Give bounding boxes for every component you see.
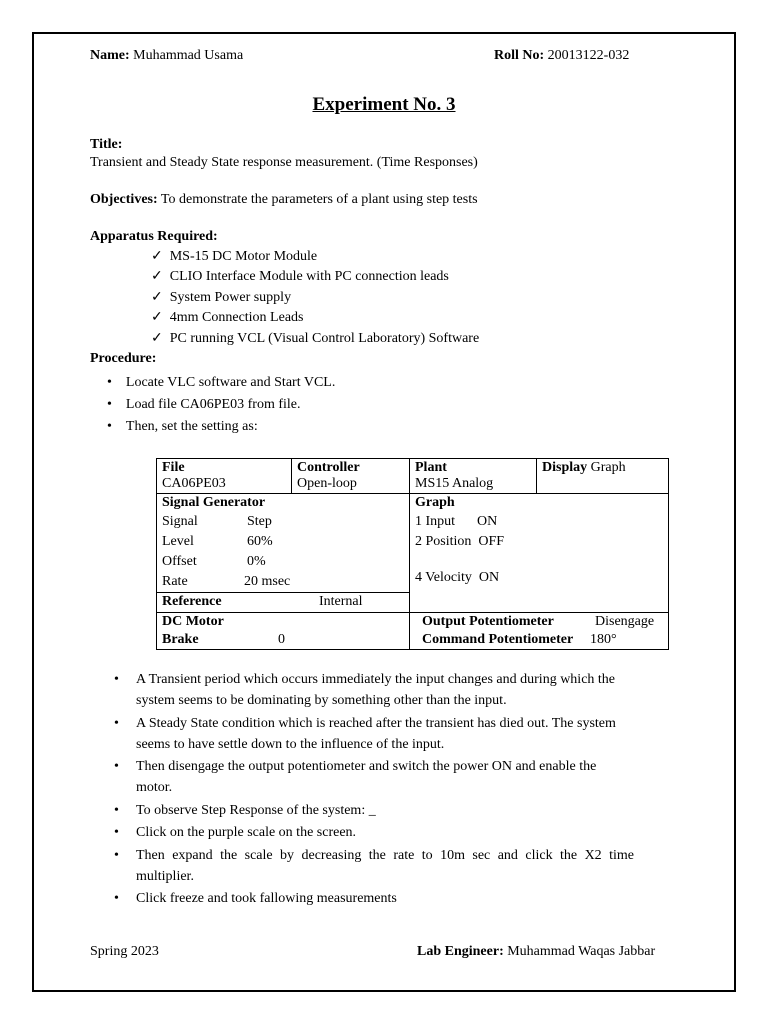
graph-label: Graph (415, 495, 455, 510)
graph-position-value: OFF (478, 534, 505, 549)
note-item (114, 800, 634, 821)
output-pot-label: Output Potentiometer (422, 614, 554, 629)
signal-label: Signal (162, 514, 198, 529)
procedure-step-text: Locate VLC software and Start VCL. (125, 375, 336, 390)
bullet-icon: • (114, 848, 119, 863)
signal-generator-label: Signal Generator (162, 495, 266, 510)
note-text: A Steady State condition which is reached after the transient has died out. The system seems to have settle down to the influence of the input. (136, 716, 616, 752)
controller-cell (292, 459, 410, 494)
plant-value: MS15 Analog (415, 476, 494, 491)
graph-cell (410, 494, 669, 613)
name-line (90, 48, 243, 64)
procedure-step-text: Load file CA06PE03 from file. (125, 397, 301, 412)
engineer-value: Muhammad Waqas Jabbar (507, 944, 656, 959)
output-pot-row (422, 614, 663, 632)
procedure-step (107, 397, 300, 413)
title-label: Title: (90, 137, 123, 152)
rate-row (162, 574, 404, 594)
signal-row (162, 514, 404, 534)
graph-velocity-row (415, 570, 663, 590)
offset-row (162, 554, 404, 574)
bullet-icon: • (114, 891, 119, 906)
display-cell (537, 459, 669, 494)
controller-label: Controller (297, 460, 360, 475)
apparatus-item (151, 269, 449, 285)
brake-value: 0 (278, 632, 285, 647)
signal-value: Step (247, 514, 272, 529)
note-text: To observe Step Response of the system: _ (136, 803, 376, 818)
apparatus-item (151, 249, 317, 265)
command-pot-row (422, 632, 663, 648)
dc-motor-cell (157, 613, 410, 650)
table-row (157, 613, 669, 650)
note-item (114, 713, 634, 755)
file-cell (157, 459, 292, 494)
apparatus-item-label: System Power supply (169, 290, 292, 305)
roll-label: Roll No: (494, 48, 545, 63)
brake-label: Brake (162, 632, 199, 647)
bullet-icon: • (107, 397, 112, 412)
objectives-line (90, 192, 478, 208)
bullet-icon: • (114, 672, 119, 687)
procedure-step (107, 375, 335, 391)
checkmark-icon: ✓ (151, 249, 163, 264)
table-row (157, 459, 669, 494)
display-label: Display (542, 460, 588, 475)
graph-empty-row (415, 554, 663, 570)
graph-position-row (415, 534, 663, 554)
roll-value: 20013122-032 (547, 48, 630, 63)
note-item (114, 669, 634, 711)
dc-motor-label: DC Motor (162, 614, 224, 629)
reference-value: Internal (319, 594, 363, 609)
footer-engineer (417, 944, 655, 960)
graph-input-label: 1 Input (415, 514, 456, 529)
plant-cell (410, 459, 537, 494)
display-value: Graph (590, 460, 626, 475)
level-value: 60% (247, 534, 273, 549)
title-text: Transient and Steady State response measurement. (Time Responses) (90, 155, 478, 170)
engineer-label: Lab Engineer: (417, 944, 504, 959)
bullet-icon: • (107, 375, 112, 390)
rate-value: 20 msec (244, 574, 291, 589)
apparatus-item-label: CLIO Interface Module with PC connection leads (169, 269, 449, 284)
graph-velocity-value: ON (478, 570, 500, 585)
note-text: A Transient period which occurs immediately the input changes and during which the system seems to be dominating by something other than the input. (136, 672, 616, 708)
offset-value: 0% (247, 554, 266, 569)
note-text: Click on the purple scale on the screen. (136, 825, 357, 840)
checkmark-icon: ✓ (151, 310, 163, 325)
graph-velocity-label: 4 Velocity (415, 570, 472, 585)
graph-input-value: ON (477, 514, 498, 529)
name-label: Name: (90, 48, 130, 63)
signal-generator-cell (157, 494, 410, 613)
settings-table (156, 458, 669, 650)
bullet-icon: • (107, 419, 112, 434)
objectives-label: Objectives: (90, 192, 158, 207)
note-item (114, 822, 634, 843)
apparatus-item-label: PC running VCL (Visual Control Laboratory) Software (169, 331, 480, 346)
note-text: Then expand the scale by decreasing the rate to 10m sec and click the X2 time multiplier. (136, 848, 634, 884)
note-text: Click freeze and took fallowing measurements (136, 891, 397, 906)
note-text: Then disengage the output potentiometer and switch the power ON and enable the motor. (136, 759, 597, 795)
apparatus-item-label: 4mm Connection Leads (169, 310, 304, 325)
procedure-step (107, 419, 258, 435)
note-item (114, 756, 634, 798)
bullet-icon: • (114, 716, 119, 731)
offset-label: Offset (162, 554, 197, 569)
file-label: File (162, 460, 185, 475)
command-pot-value: 180° (590, 632, 617, 647)
note-item (114, 845, 634, 887)
objectives-text: To demonstrate the parameters of a plant using step tests (160, 192, 478, 207)
reference-label: Reference (162, 594, 222, 609)
rate-label: Rate (162, 574, 188, 589)
level-label: Level (162, 534, 194, 549)
apparatus-item (151, 331, 479, 347)
apparatus-item-label: MS-15 DC Motor Module (169, 249, 318, 264)
checkmark-icon: ✓ (151, 269, 163, 284)
bullet-icon: • (114, 759, 119, 774)
level-row (162, 534, 404, 554)
bullet-icon: • (114, 803, 119, 818)
command-pot-label: Command Potentiometer (422, 632, 574, 647)
reference-row (157, 592, 409, 612)
footer-semester: Spring 2023 (90, 944, 159, 959)
controller-value: Open-loop (297, 476, 357, 491)
checkmark-icon: ✓ (151, 331, 163, 346)
procedure-label: Procedure: (90, 351, 157, 366)
experiment-title: Experiment No. 3 (312, 94, 456, 115)
apparatus-item (151, 290, 291, 306)
roll-line (494, 48, 629, 64)
potentiometer-cell (410, 613, 669, 650)
output-pot-value: Disengage (595, 614, 655, 629)
procedure-step-text: Then, set the setting as: (125, 419, 258, 434)
file-value: CA06PE03 (162, 476, 226, 491)
table-row (157, 494, 669, 613)
checkmark-icon: ✓ (151, 290, 163, 305)
graph-input-row (415, 514, 663, 534)
apparatus-label: Apparatus Required: (90, 229, 218, 244)
apparatus-item (151, 310, 304, 326)
plant-label: Plant (415, 460, 447, 475)
note-item (114, 888, 634, 909)
bullet-icon: • (114, 825, 119, 840)
brake-row (162, 632, 404, 648)
name-value: Muhammad Usama (133, 48, 244, 63)
graph-position-label: 2 Position (415, 534, 472, 549)
